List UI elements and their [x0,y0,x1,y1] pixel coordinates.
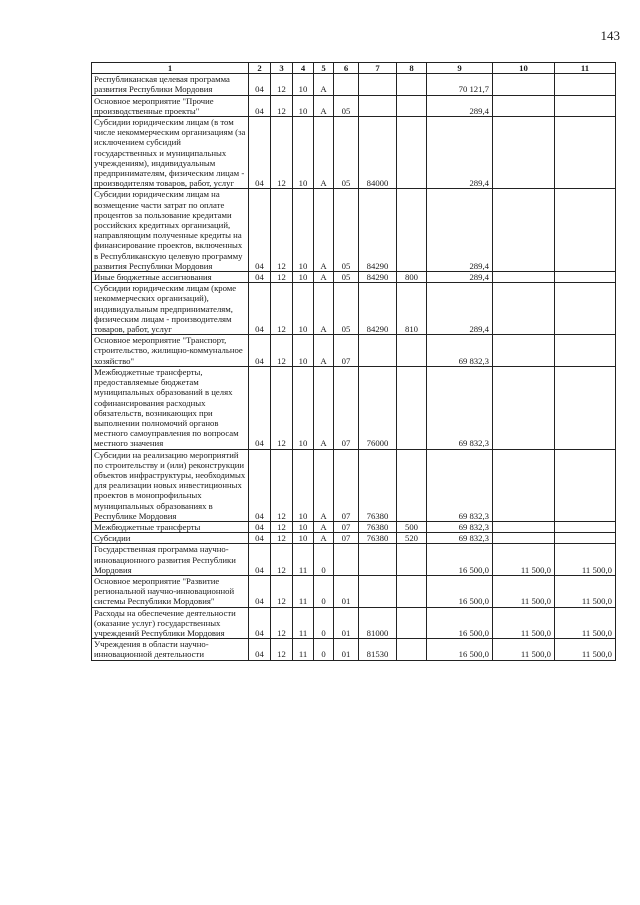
cell-col-6 [334,74,359,95]
cell-col-5: 0 [314,607,334,639]
table-row [92,189,616,272]
cell-col-6: 05 [334,272,359,283]
cell-col-3: 12 [271,74,293,95]
cell-col-5: А [314,533,334,544]
cell-col-8 [397,335,427,367]
cell-col-10 [493,117,555,189]
cell-col-7: 76380 [359,449,397,521]
cell-col-11 [555,117,616,189]
cell-col-9: 16 500,0 [427,607,493,639]
row-name: Основное мероприятие "Прочие производственные проекты" [92,95,249,116]
cell-col-3: 12 [271,449,293,521]
cell-col-4: 10 [293,95,314,116]
cell-col-7: 76380 [359,521,397,532]
cell-col-6: 01 [334,575,359,607]
cell-col-10: 11 500,0 [493,607,555,639]
cell-col-4: 10 [293,335,314,367]
row-name: Субсидии на реализацию мероприятий по строительству и (или) реконструкции объектов инфраструктуры, необходимых для реализации новых инвестиционных проектов в монопрофильных муниципальных образованиях в Республике Мордовия [92,449,249,521]
cell-col-8 [397,449,427,521]
cell-col-7: 81530 [359,639,397,660]
cell-col-11 [555,335,616,367]
cell-col-5: 0 [314,639,334,660]
cell-col-3: 12 [271,544,293,576]
cell-col-8 [397,95,427,116]
cell-col-7: 81000 [359,607,397,639]
cell-col-3: 12 [271,575,293,607]
cell-col-4: 10 [293,533,314,544]
row-name: Субсидии юридическим лицам на возмещение части затрат по оплате процентов за пользование кредитами российских кредитных организаций, направляющим полученные кредиты на финансирование проектов, включенных в Республиканскую целевую программу развития Республики Мордовия [92,189,249,272]
row-name: Субсидии юридическим лицам (в том числе некоммерческим организациям (за исключением субсидий государственных и муниципальных учреждениям), индивидуальным предпринимателям, физическим лицам - производителям товаров, работ, услуг [92,117,249,189]
cell-col-9: 69 832,3 [427,533,493,544]
cell-col-8: 500 [397,521,427,532]
column-header: 1 [92,63,249,74]
table-row [92,533,616,544]
cell-col-11 [555,366,616,449]
cell-col-4: 10 [293,74,314,95]
cell-col-11 [555,272,616,283]
cell-col-5: А [314,335,334,367]
cell-col-9: 69 832,3 [427,335,493,367]
table-row [92,521,616,532]
cell-col-11: 11 500,0 [555,639,616,660]
cell-col-2: 04 [249,449,271,521]
cell-col-9: 16 500,0 [427,575,493,607]
cell-col-5: А [314,117,334,189]
cell-col-4: 10 [293,283,314,335]
cell-col-8 [397,117,427,189]
cell-col-10 [493,521,555,532]
cell-col-11: 11 500,0 [555,544,616,576]
cell-col-3: 12 [271,117,293,189]
cell-col-2: 04 [249,575,271,607]
table-row [92,335,616,367]
cell-col-8 [397,639,427,660]
cell-col-10 [493,533,555,544]
row-name: Расходы на обеспечение деятельности (оказание услуг) государственных учреждений Республики Мордовия [92,607,249,639]
row-name: Иные бюджетные ассигнования [92,272,249,283]
cell-col-4: 11 [293,607,314,639]
cell-col-9: 16 500,0 [427,544,493,576]
cell-col-3: 12 [271,639,293,660]
cell-col-2: 04 [249,95,271,116]
cell-col-11 [555,449,616,521]
cell-col-8: 810 [397,283,427,335]
cell-col-3: 12 [271,189,293,272]
table-row [92,449,616,521]
column-header: 11 [555,63,616,74]
cell-col-5: А [314,521,334,532]
cell-col-8: 800 [397,272,427,283]
cell-col-4: 10 [293,449,314,521]
row-name: Основное мероприятие "Транспорт, строительство, жилищно-коммунальное хозяйство" [92,335,249,367]
cell-col-10 [493,449,555,521]
cell-col-3: 12 [271,335,293,367]
cell-col-4: 11 [293,544,314,576]
column-header: 9 [427,63,493,74]
cell-col-9: 16 500,0 [427,639,493,660]
row-name: Основное мероприятие "Развитие региональной научно-инновационной системы Республики Мордовия" [92,575,249,607]
cell-col-7 [359,544,397,576]
cell-col-3: 12 [271,95,293,116]
cell-col-8 [397,74,427,95]
column-header: 10 [493,63,555,74]
cell-col-6: 05 [334,95,359,116]
cell-col-5: 0 [314,544,334,576]
budget-table [91,62,616,661]
page-number: 143 [600,28,620,43]
cell-col-9: 69 832,3 [427,521,493,532]
cell-col-6: 05 [334,283,359,335]
cell-col-6: 01 [334,607,359,639]
cell-col-2: 04 [249,533,271,544]
cell-col-11: 11 500,0 [555,607,616,639]
column-header: 6 [334,63,359,74]
table-row [92,283,616,335]
cell-col-2: 04 [249,189,271,272]
cell-col-6 [334,544,359,576]
cell-col-10 [493,189,555,272]
cell-col-7: 76380 [359,533,397,544]
cell-col-11 [555,521,616,532]
cell-col-11 [555,533,616,544]
cell-col-7 [359,74,397,95]
cell-col-4: 11 [293,575,314,607]
cell-col-9: 69 832,3 [427,366,493,449]
table-row [92,366,616,449]
table-row [92,607,616,639]
cell-col-10 [493,283,555,335]
column-header: 3 [271,63,293,74]
row-name: Учреждения в области научно-инновационной деятельности [92,639,249,660]
cell-col-4: 10 [293,521,314,532]
cell-col-2: 04 [249,544,271,576]
cell-col-6: 07 [334,366,359,449]
cell-col-2: 04 [249,335,271,367]
table-row [92,95,616,116]
cell-col-4: 11 [293,639,314,660]
cell-col-11 [555,74,616,95]
cell-col-2: 04 [249,639,271,660]
cell-col-11 [555,283,616,335]
cell-col-9: 289,4 [427,189,493,272]
cell-col-10 [493,335,555,367]
cell-col-7 [359,95,397,116]
cell-col-5: А [314,449,334,521]
row-name: Межбюджетные трансферты, предоставляемые бюджетам муниципальных образований в целях софинансирования расходных обязательств, возникающих при выполнении полномочий органов местного самоуправления по вопросам местного значения [92,366,249,449]
cell-col-7: 84290 [359,272,397,283]
cell-col-11 [555,189,616,272]
cell-col-10: 11 500,0 [493,575,555,607]
cell-col-8 [397,189,427,272]
row-name: Государственная программа научно-инновационного развития Республики Мордовия [92,544,249,576]
cell-col-7: 84290 [359,283,397,335]
cell-col-5: А [314,74,334,95]
cell-col-7: 84000 [359,117,397,189]
cell-col-4: 10 [293,189,314,272]
cell-col-2: 04 [249,117,271,189]
table-row [92,117,616,189]
cell-col-5: А [314,272,334,283]
cell-col-10 [493,272,555,283]
cell-col-2: 04 [249,607,271,639]
cell-col-6: 01 [334,639,359,660]
cell-col-5: А [314,366,334,449]
table-row [92,639,616,660]
cell-col-5: А [314,95,334,116]
cell-col-11 [555,95,616,116]
cell-col-8 [397,366,427,449]
cell-col-5: А [314,189,334,272]
row-name: Республиканская целевая программа развития Республики Мордовия [92,74,249,95]
cell-col-8 [397,607,427,639]
cell-col-8 [397,575,427,607]
cell-col-9: 289,4 [427,283,493,335]
cell-col-7: 84290 [359,189,397,272]
table-row [92,575,616,607]
row-name: Субсидии юридическим лицам (кроме некоммерческих организаций), индивидуальным предпринимателям, физическим лицам - производителям товаров, работ, услуг [92,283,249,335]
cell-col-6: 05 [334,117,359,189]
cell-col-6: 07 [334,449,359,521]
column-header: 4 [293,63,314,74]
cell-col-11: 11 500,0 [555,575,616,607]
cell-col-3: 12 [271,283,293,335]
cell-col-9: 289,4 [427,95,493,116]
cell-col-8: 520 [397,533,427,544]
cell-col-9: 289,4 [427,272,493,283]
row-name: Субсидии [92,533,249,544]
cell-col-2: 04 [249,74,271,95]
table-row [92,544,616,576]
row-name: Межбюджетные трансферты [92,521,249,532]
cell-col-3: 12 [271,366,293,449]
cell-col-2: 04 [249,283,271,335]
cell-col-9: 69 832,3 [427,449,493,521]
column-header: 7 [359,63,397,74]
cell-col-3: 12 [271,272,293,283]
cell-col-10 [493,95,555,116]
column-header: 5 [314,63,334,74]
cell-col-3: 12 [271,533,293,544]
cell-col-4: 10 [293,366,314,449]
cell-col-10 [493,366,555,449]
column-header: 2 [249,63,271,74]
cell-col-4: 10 [293,272,314,283]
table-body [92,63,616,661]
cell-col-9: 70 121,7 [427,74,493,95]
cell-col-6: 07 [334,521,359,532]
column-header: 8 [397,63,427,74]
cell-col-7 [359,335,397,367]
cell-col-2: 04 [249,521,271,532]
cell-col-3: 12 [271,521,293,532]
table-row [92,74,616,95]
cell-col-6: 07 [334,335,359,367]
cell-col-7 [359,575,397,607]
cell-col-2: 04 [249,272,271,283]
cell-col-10: 11 500,0 [493,544,555,576]
cell-col-4: 10 [293,117,314,189]
table-row [92,272,616,283]
cell-col-2: 04 [249,366,271,449]
cell-col-3: 12 [271,607,293,639]
cell-col-5: 0 [314,575,334,607]
column-number-row [92,63,616,74]
cell-col-9: 289,4 [427,117,493,189]
cell-col-10 [493,74,555,95]
cell-col-6: 07 [334,533,359,544]
cell-col-8 [397,544,427,576]
cell-col-6: 05 [334,189,359,272]
cell-col-7: 76000 [359,366,397,449]
cell-col-10: 11 500,0 [493,639,555,660]
cell-col-5: А [314,283,334,335]
